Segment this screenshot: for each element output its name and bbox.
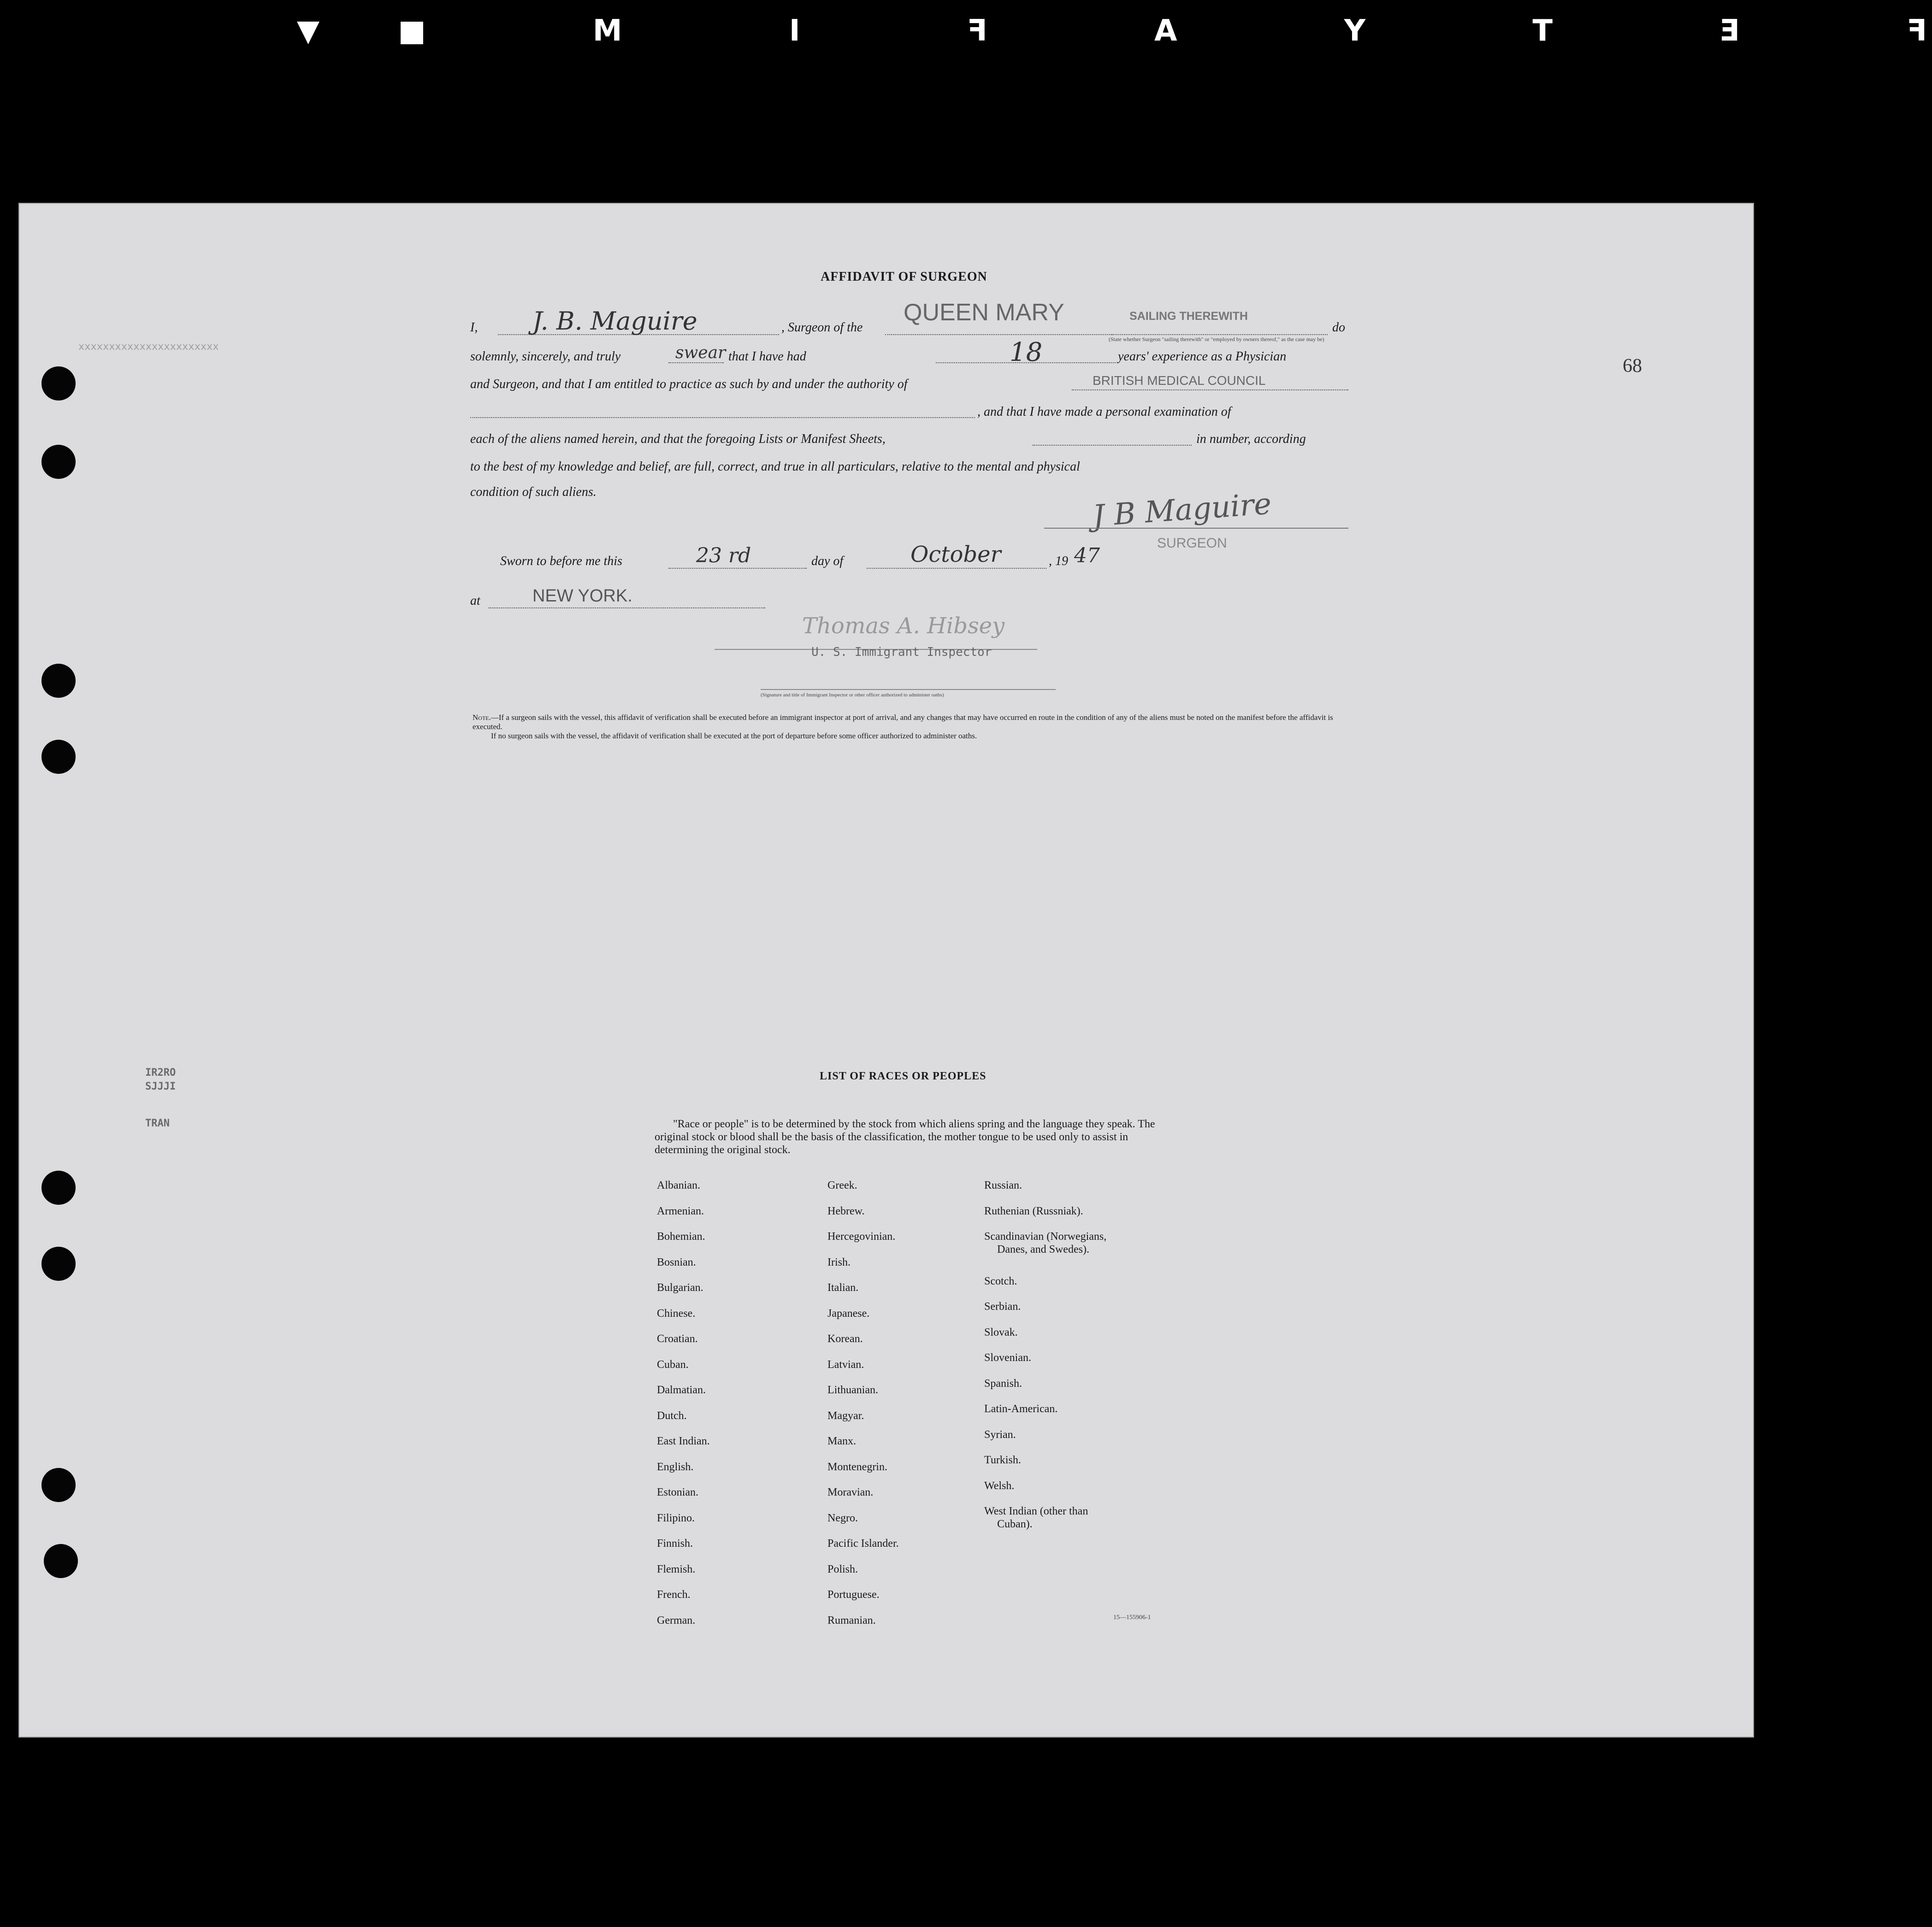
- race-item: Hercegovinian.: [827, 1231, 896, 1243]
- sworn-month: October: [910, 542, 1001, 567]
- bleed-code: IR2RO: [145, 1067, 176, 1078]
- note-text-2: If no surgeon sails with the vessel, the affidavit of verification shall be executed at the port of departure before some officer authorized to administer oaths.: [491, 731, 977, 740]
- race-item: Armenian.: [657, 1205, 704, 1217]
- race-item: Manx.: [827, 1435, 856, 1447]
- inspector-caption: (Signature and title of Immigrant Inspector or other officer authorized to administer oaths): [761, 692, 944, 698]
- line2-mid: that I have had: [728, 349, 806, 364]
- race-item: Serbian.: [984, 1301, 1021, 1313]
- race-item: Portuguese.: [827, 1589, 880, 1601]
- affidavit-note: [473, 713, 1348, 741]
- race-item: Albanian.: [657, 1179, 700, 1191]
- punch-hole: [41, 740, 76, 774]
- race-item: Chinese.: [657, 1307, 696, 1320]
- manifest-page: [18, 203, 1754, 1738]
- sworn-year-prefix: , 19: [1049, 554, 1068, 568]
- race-item: Negro.: [827, 1512, 858, 1524]
- race-item: English.: [657, 1461, 694, 1473]
- race-item: Scotch.: [984, 1275, 1017, 1287]
- race-item-line: West Indian (other than: [984, 1505, 1088, 1517]
- line2-prefix: solemnly, sincerely, and truly: [470, 349, 621, 364]
- line4: , and that I have made a personal examination of: [977, 405, 1231, 419]
- race-item: Polish.: [827, 1563, 858, 1575]
- race-item: [984, 1230, 1106, 1256]
- years-value: 18: [1010, 337, 1043, 367]
- inspector-title: U. S. Immigrant Inspector: [811, 645, 992, 659]
- race-item: Cuban.: [657, 1358, 689, 1371]
- race-item: Syrian.: [984, 1428, 1016, 1441]
- place-stamp: NEW YORK.: [532, 586, 632, 606]
- race-item: Flemish.: [657, 1563, 696, 1575]
- inspector-signature: Thomas A. Hibsey: [802, 613, 1005, 639]
- crossed-out-line: xxxxxxxxxxxxxxxxxxxxxxx: [78, 341, 219, 353]
- race-item: Welsh.: [984, 1479, 1015, 1492]
- ship-name-stamp: QUEEN MARY: [904, 299, 1064, 326]
- race-item: Greek.: [827, 1179, 857, 1191]
- race-item: Montenegrin.: [827, 1461, 887, 1473]
- bleed-code: TRAN: [145, 1118, 170, 1129]
- punch-hole: [41, 445, 76, 479]
- race-item: Croatian.: [657, 1333, 698, 1345]
- surgeon-signature: J B Maguire: [1091, 487, 1273, 534]
- race-item-line: Danes, and Swedes).: [997, 1243, 1089, 1255]
- sworn-mid: day of: [811, 554, 844, 568]
- line1-end: do: [1332, 320, 1345, 335]
- race-item: Pacific Islander.: [827, 1538, 899, 1550]
- race-item: Italian.: [827, 1282, 859, 1294]
- race-item: Ruthenian (Russniak).: [984, 1205, 1083, 1217]
- races-column-1: [657, 1173, 710, 1633]
- race-item: Slovenian.: [984, 1352, 1031, 1364]
- sworn-day: 23 rd: [696, 544, 751, 567]
- line7: condition of such aliens.: [470, 485, 597, 499]
- line1-prefix: I,: [470, 320, 478, 335]
- races-column-3: [984, 1173, 1106, 1544]
- punch-hole: [41, 1247, 76, 1281]
- race-item: Dalmatian.: [657, 1384, 706, 1396]
- race-item: Bohemian.: [657, 1231, 705, 1243]
- race-item: Russian.: [984, 1179, 1022, 1191]
- sworn-prefix: Sworn to before me this: [500, 554, 622, 568]
- page-number: 68: [1623, 355, 1642, 377]
- race-item: Hebrew.: [827, 1205, 865, 1217]
- race-item: Latvian.: [827, 1358, 864, 1371]
- race-item: Korean.: [827, 1333, 863, 1345]
- race-item: [984, 1505, 1106, 1531]
- race-item: Magyar.: [827, 1409, 864, 1422]
- swear-word: swear: [675, 343, 726, 362]
- punch-hole: [41, 1468, 76, 1502]
- race-item-line: Scandinavian (Norwegians,: [984, 1231, 1107, 1243]
- race-item: Moravian.: [827, 1486, 874, 1498]
- line2-end: years' experience as a Physician: [1118, 349, 1287, 364]
- race-item: Rumanian.: [827, 1614, 876, 1626]
- bleed-code: SJJJI: [145, 1081, 176, 1092]
- race-item: Latin-American.: [984, 1403, 1058, 1415]
- line5a: each of the aliens named herein, and that the foregoing Lists or Manifest Sheets,: [470, 432, 886, 446]
- race-item: French.: [657, 1589, 691, 1601]
- race-item: Irish.: [827, 1256, 851, 1268]
- races-column-2: [827, 1173, 899, 1633]
- punch-hole: [41, 664, 76, 698]
- punch-hole: [44, 1544, 78, 1578]
- races-title: LIST OF RACES OR PEOPLES: [820, 1070, 987, 1082]
- race-item: Finnish.: [657, 1538, 693, 1550]
- line1-mid: , Surgeon of the: [781, 320, 863, 335]
- at-label: at: [470, 594, 480, 608]
- affidavit-title: AFFIDAVIT OF SURGEON: [821, 270, 987, 284]
- race-item: East Indian.: [657, 1435, 710, 1447]
- line5b: in number, according: [1196, 432, 1306, 446]
- race-item: Spanish.: [984, 1377, 1022, 1390]
- race-item: Estonian.: [657, 1486, 698, 1498]
- film-header: F E T Y A F I M ■▼: [218, 14, 1927, 48]
- note-label: Note.—: [473, 713, 499, 722]
- race-item: Bulgarian.: [657, 1282, 703, 1294]
- punch-hole: [41, 366, 76, 401]
- race-item: Japanese.: [827, 1307, 870, 1320]
- form-number: 15—155906-1: [1113, 1614, 1151, 1621]
- line3-prefix: and Surgeon, and that I am entitled to practice as such by and under the authority of: [470, 377, 908, 391]
- surgeon-title-stamp: SURGEON: [1157, 536, 1227, 551]
- authority-stamp: BRITISH MEDICAL COUNCIL: [1093, 373, 1266, 388]
- surgeon-name: J. B. Maguire: [532, 306, 697, 336]
- sailing-stamp: SAILING THEREWITH: [1129, 310, 1248, 323]
- race-item: Lithuanian.: [827, 1384, 878, 1396]
- race-item: Bosnian.: [657, 1256, 696, 1268]
- line6: to the best of my knowledge and belief, are full, correct, and true in all particulars, relative to the mental and physical: [470, 460, 1080, 474]
- note-text-1: If a surgeon sails with the vessel, this affidavit of verification shall be executed before an immigrant inspector at port of arrival, and any changes that may have occurred en route in the condition of any of the aliens must be noted on the manifest before the affidavit is executed.: [473, 713, 1333, 731]
- sailing-note: (State whether Surgeon "sailing therewith" or "employed by owners thereof," as the case may be): [1109, 336, 1324, 342]
- punch-hole: [41, 1171, 76, 1205]
- race-item: Filipino.: [657, 1512, 695, 1524]
- sworn-year: 47: [1074, 544, 1100, 567]
- race-item: Dutch.: [657, 1409, 687, 1422]
- race-item-line: Cuban).: [997, 1518, 1033, 1530]
- races-intro: "Race or people" is to be determined by the stock from which aliens spring and the language they speak. The original stock or blood shall be the basis of the classification, the mother tongue to be used only to assist in determining the original stock.: [655, 1118, 1155, 1156]
- race-item: Turkish.: [984, 1454, 1021, 1466]
- race-item: German.: [657, 1614, 696, 1626]
- race-item: Slovak.: [984, 1326, 1018, 1338]
